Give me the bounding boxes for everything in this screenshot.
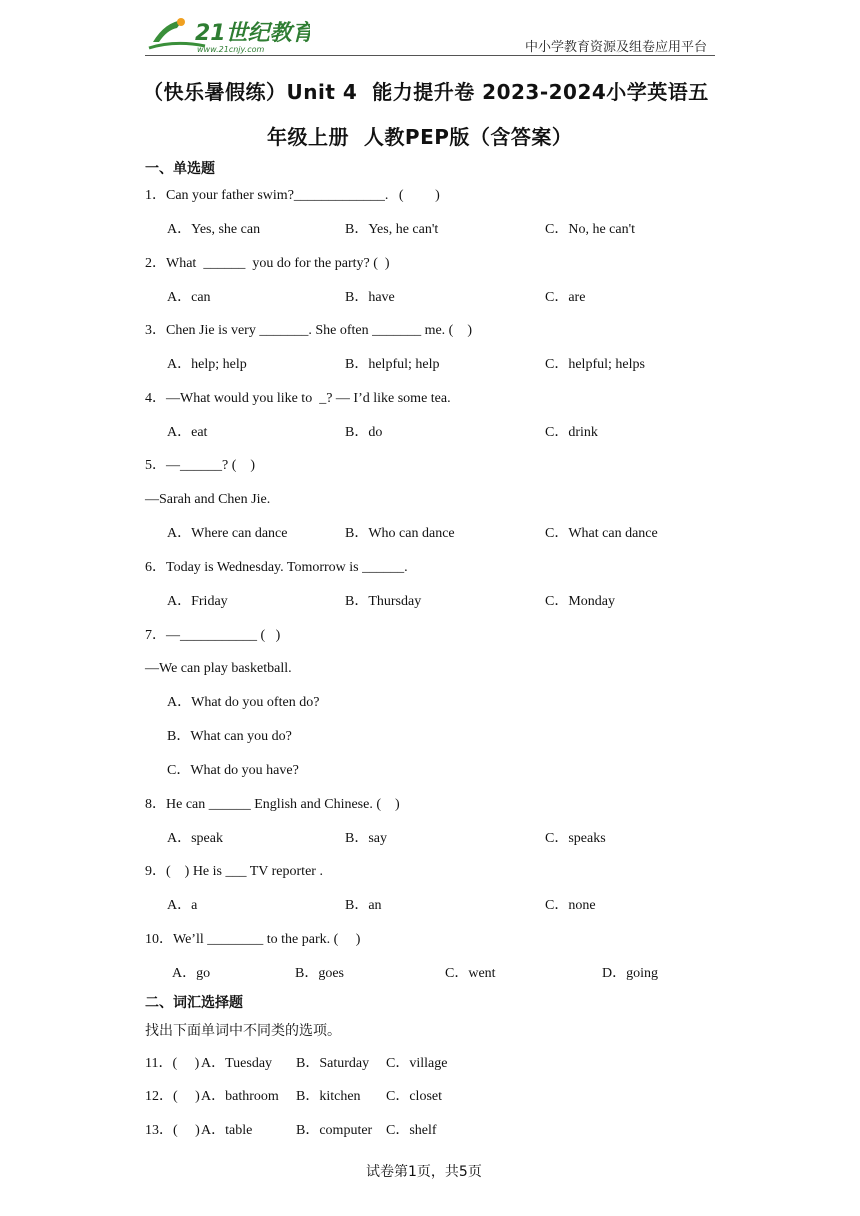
page-title-line1: （快乐暑假练）Unit 4 能力提升卷 2023-2024小学英语五 (143, 80, 709, 104)
option-1b: B．Yes, he can't (345, 222, 439, 237)
logo-url: www.21cnjy.com (197, 45, 265, 54)
question-2: 2．What ______ you do for the party? ( ) (145, 256, 390, 271)
option-13c: C．shelf (386, 1123, 437, 1138)
section-heading-2: 二、词汇选择题 (145, 995, 243, 1011)
option-3a: A．help; help (167, 357, 247, 372)
option-11b: B．Saturday (296, 1056, 370, 1071)
option-13a: A．table (201, 1123, 253, 1138)
option-9a: A．a (167, 898, 198, 913)
option-6a: A．Friday (167, 594, 228, 609)
site-logo (145, 12, 310, 56)
platform-name: 中小学教育资源及组卷应用平台 (525, 40, 708, 55)
question-7: 7．—___________ ( ) (145, 628, 281, 643)
question-5: 5．—______? ( ) (145, 458, 256, 473)
option-4c: C．drink (545, 425, 598, 440)
option-5b: B．Who can dance (345, 526, 455, 541)
page-title-line2: 年级上册 人教PEP版（含答案） (267, 125, 573, 149)
question-6: 6．Today is Wednesday. Tomorrow is ______. (145, 560, 408, 575)
question-1: 1．Can your father swim?_____________. ( ) (145, 188, 440, 203)
question-13-number: 13．( ) (145, 1123, 200, 1138)
question-3: 3．Chen Jie is very _______. She often _______ me. ( ) (145, 323, 473, 338)
option-4b: B．do (345, 425, 383, 440)
option-11c: C．village (386, 1056, 448, 1071)
option-12b: B．kitchen (296, 1089, 361, 1104)
question-10: 10．We’ll ________ to the park. ( ) (145, 932, 361, 947)
option-2a: A．can (167, 290, 211, 305)
option-12a: A．bathroom (201, 1089, 279, 1104)
option-3b: B．helpful; help (345, 357, 440, 372)
header-divider (145, 55, 715, 56)
option-9b: B．an (345, 898, 382, 913)
option-2c: C．are (545, 290, 586, 305)
option-13b: B．computer (296, 1123, 373, 1138)
option-1c: C．No, he can't (545, 222, 636, 237)
option-2b: B．have (345, 290, 395, 305)
question-12-number: 12．( ) (145, 1089, 200, 1104)
option-8c: C．speaks (545, 831, 606, 846)
option-8b: B．say (345, 831, 387, 846)
section-2-instruction: 找出下面单词中不同类的选项。 (145, 1023, 341, 1039)
option-8a: A．speak (167, 831, 223, 846)
option-10b: B．goes (295, 966, 344, 981)
option-6c: C．Monday (545, 594, 615, 609)
question-11-number: 11．( ) (145, 1056, 200, 1071)
section-heading-1: 一、单选题 (145, 161, 215, 177)
option-6b: B．Thursday (345, 594, 422, 609)
option-9c: C．none (545, 898, 596, 913)
logo-text: 21世纪教育 (195, 21, 310, 46)
question-9: 9．( ) He is ___ TV reporter . (145, 864, 323, 879)
option-7b: B．What can you do? (167, 729, 292, 744)
option-12c: C．closet (386, 1089, 442, 1104)
page-footer: 试卷第1页，共5页 (366, 1164, 482, 1180)
option-7a: A．What do you often do? (167, 695, 320, 710)
option-3c: C．helpful; helps (545, 357, 645, 372)
question-7-answer-line: —We can play basketball. (145, 661, 292, 676)
question-8: 8．He can ______ English and Chinese. ( ) (145, 797, 400, 812)
option-4a: A．eat (167, 425, 208, 440)
option-10c: C．went (445, 966, 496, 981)
option-7c: C．What do you have? (167, 763, 299, 778)
option-10d: D．going (602, 966, 658, 981)
option-5c: C．What can dance (545, 526, 658, 541)
question-5-answer-line: —Sarah and Chen Jie. (145, 492, 271, 507)
option-1a: A．Yes, she can (167, 222, 261, 237)
question-4: 4．—What would you like to _? — I’d like some tea. (145, 391, 451, 406)
option-10a: A．go (172, 966, 211, 981)
option-11a: A．Tuesday (201, 1056, 273, 1071)
option-5a: A．Where can dance (167, 526, 288, 541)
